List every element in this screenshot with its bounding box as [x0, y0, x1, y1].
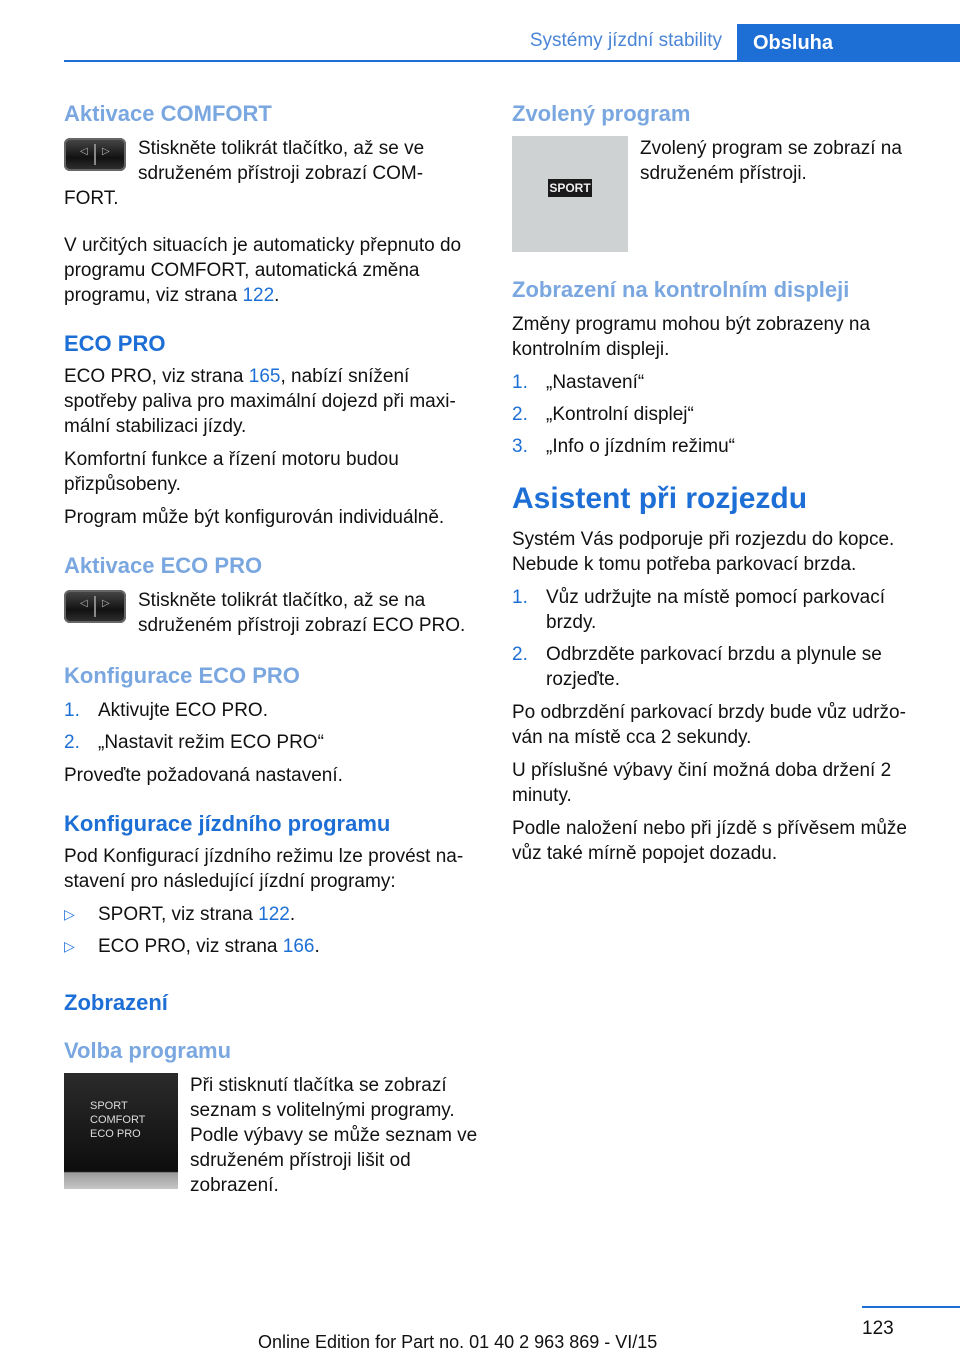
arrow-left-icon: ◁: [80, 146, 88, 157]
eco-para: ECO PRO, viz strana 165, nabízí snížení spotřeby paliva pro maximální dojezd při maxi-mální stabilizaci jízdy.: [64, 366, 456, 437]
list-item: 1. „Nastavení“: [512, 372, 645, 393]
eco-para2: Komfortní funkce a řízení motoru budou přizpůsobeny.: [64, 449, 399, 495]
header-section-title: Systémy jízdní stability: [529, 30, 722, 51]
comfort-text-cont: FORT.: [64, 188, 119, 209]
eco-config-after: Proveďte požadovaná nastavení.: [64, 765, 343, 786]
control-display-list: [512, 370, 924, 459]
drive-config-title: Konfigurace jízdního programu: [64, 811, 391, 836]
list-item: 2. Odbrzděte parkovací brzdu a plynule se rozjeďte.: [512, 644, 882, 690]
control-display-title: Zobrazení na kontrolním displeji: [512, 277, 850, 302]
comfort-title: Aktivace COMFORT: [64, 101, 272, 126]
eco-config-title: Konfigurace ECO PRO: [64, 663, 300, 688]
eco-para3: Program může být konfigurován individuálně.: [64, 507, 445, 528]
eco-title: ECO PRO: [64, 331, 166, 356]
mode-button-image: [64, 590, 126, 623]
drive-config-text: Pod Konfigurací jízdního režimu lze provést na-stavení pro následující jízdní programy:: [64, 846, 464, 892]
hill-assist-text: Systém Vás podporuje při rozjezdu do kopce. Nebude k tomu potřeba parkovací brzda.: [512, 529, 895, 575]
hill-assist-para1: Po odbrzdění parkovací brzdy bude vůz udržo-ván na místě cca 2 sekundy.: [512, 702, 906, 748]
page-link[interactable]: 122: [242, 285, 275, 306]
right-column: [512, 100, 924, 874]
list-item: 1. Vůz udržujte na místě pomocí parkovací brzdy.: [512, 587, 885, 633]
bullet-triangle-icon: ▷: [64, 938, 75, 954]
comfort-text: Stiskněte tolikrát tlačítko, až se ve sdruženém přístroji zobrazí COM-: [138, 138, 425, 184]
arrow-left-icon: ◁: [80, 598, 88, 609]
arrow-right-icon: ▷: [102, 146, 110, 157]
program-selection-title: Volba programu: [64, 1038, 232, 1063]
control-display-text: Změny programu mohou být zobrazeny na kontrolním displeji.: [512, 314, 871, 360]
bullet-triangle-icon: ▷: [64, 906, 75, 922]
left-column: [64, 100, 480, 1208]
list-item: ▷ SPORT, viz strana 122.: [64, 904, 296, 925]
eco-activation-text: Stiskněte tolikrát tlačítko, až se na sdruženém přístroji zobrazí ECO PRO.: [138, 590, 466, 636]
hill-assist-para3: Podle naložení nebo při jízdě s přívěsem může vůz také mírně popojet dozadu.: [512, 818, 907, 864]
selected-program-title: Zvolený program: [512, 101, 691, 126]
eco-activation-title: Aktivace ECO PRO: [64, 553, 263, 578]
header-rule: [64, 60, 960, 62]
list-item: 3. „Info o jízdním režimu“: [512, 436, 735, 457]
page-number: 123: [862, 1318, 894, 1339]
program-selection-text: Při stisknutí tlačítka se zobrazí seznam s volitelnými programy. Podle výbavy se může seznam ve sdruženém přístroji lišit od zobrazení.: [190, 1075, 478, 1196]
page-link[interactable]: 122: [258, 904, 290, 925]
list-item: 1. Aktivujte ECO PRO.: [64, 700, 268, 721]
arrow-right-icon: ▷: [102, 598, 110, 609]
hill-assist-list: [512, 585, 924, 692]
display-title: Zobrazení: [64, 990, 168, 1015]
sport-display-image: SPORT: [512, 136, 628, 252]
list-item: 2. „Kontrolní displej“: [512, 404, 694, 425]
comfort-auto-para: V určitých situacích je automaticky přepnuto do programu COMFORT, automatická změna programu, viz strana 122.: [64, 235, 462, 306]
page-link[interactable]: 166: [282, 936, 315, 957]
header-tab: Obsluha: [737, 24, 960, 62]
edition-text: Online Edition for Part no. 01 40 2 963 869 - VI/15: [258, 1332, 658, 1352]
eco-config-list: [64, 698, 480, 755]
drive-program-list: [64, 902, 480, 959]
mode-button-image: [64, 138, 126, 171]
selected-program-text: Zvolený program se zobrazí na sdruženém přístroji.: [640, 138, 902, 184]
list-item: ▷ ECO PRO, viz strana 166.: [64, 936, 320, 957]
hill-assist-para2: U příslušné výbavy činí možná doba držení 2 minuty.: [512, 760, 892, 806]
footer-rule: [862, 1306, 960, 1308]
hill-assist-title: Asistent při rozjezdu: [512, 482, 808, 515]
program-menu-image: SPORT COMFORT ECO PRO: [64, 1073, 178, 1189]
page-link[interactable]: 165: [248, 366, 281, 387]
list-item: 2. „Nastavit režim ECO PRO“: [64, 732, 324, 753]
